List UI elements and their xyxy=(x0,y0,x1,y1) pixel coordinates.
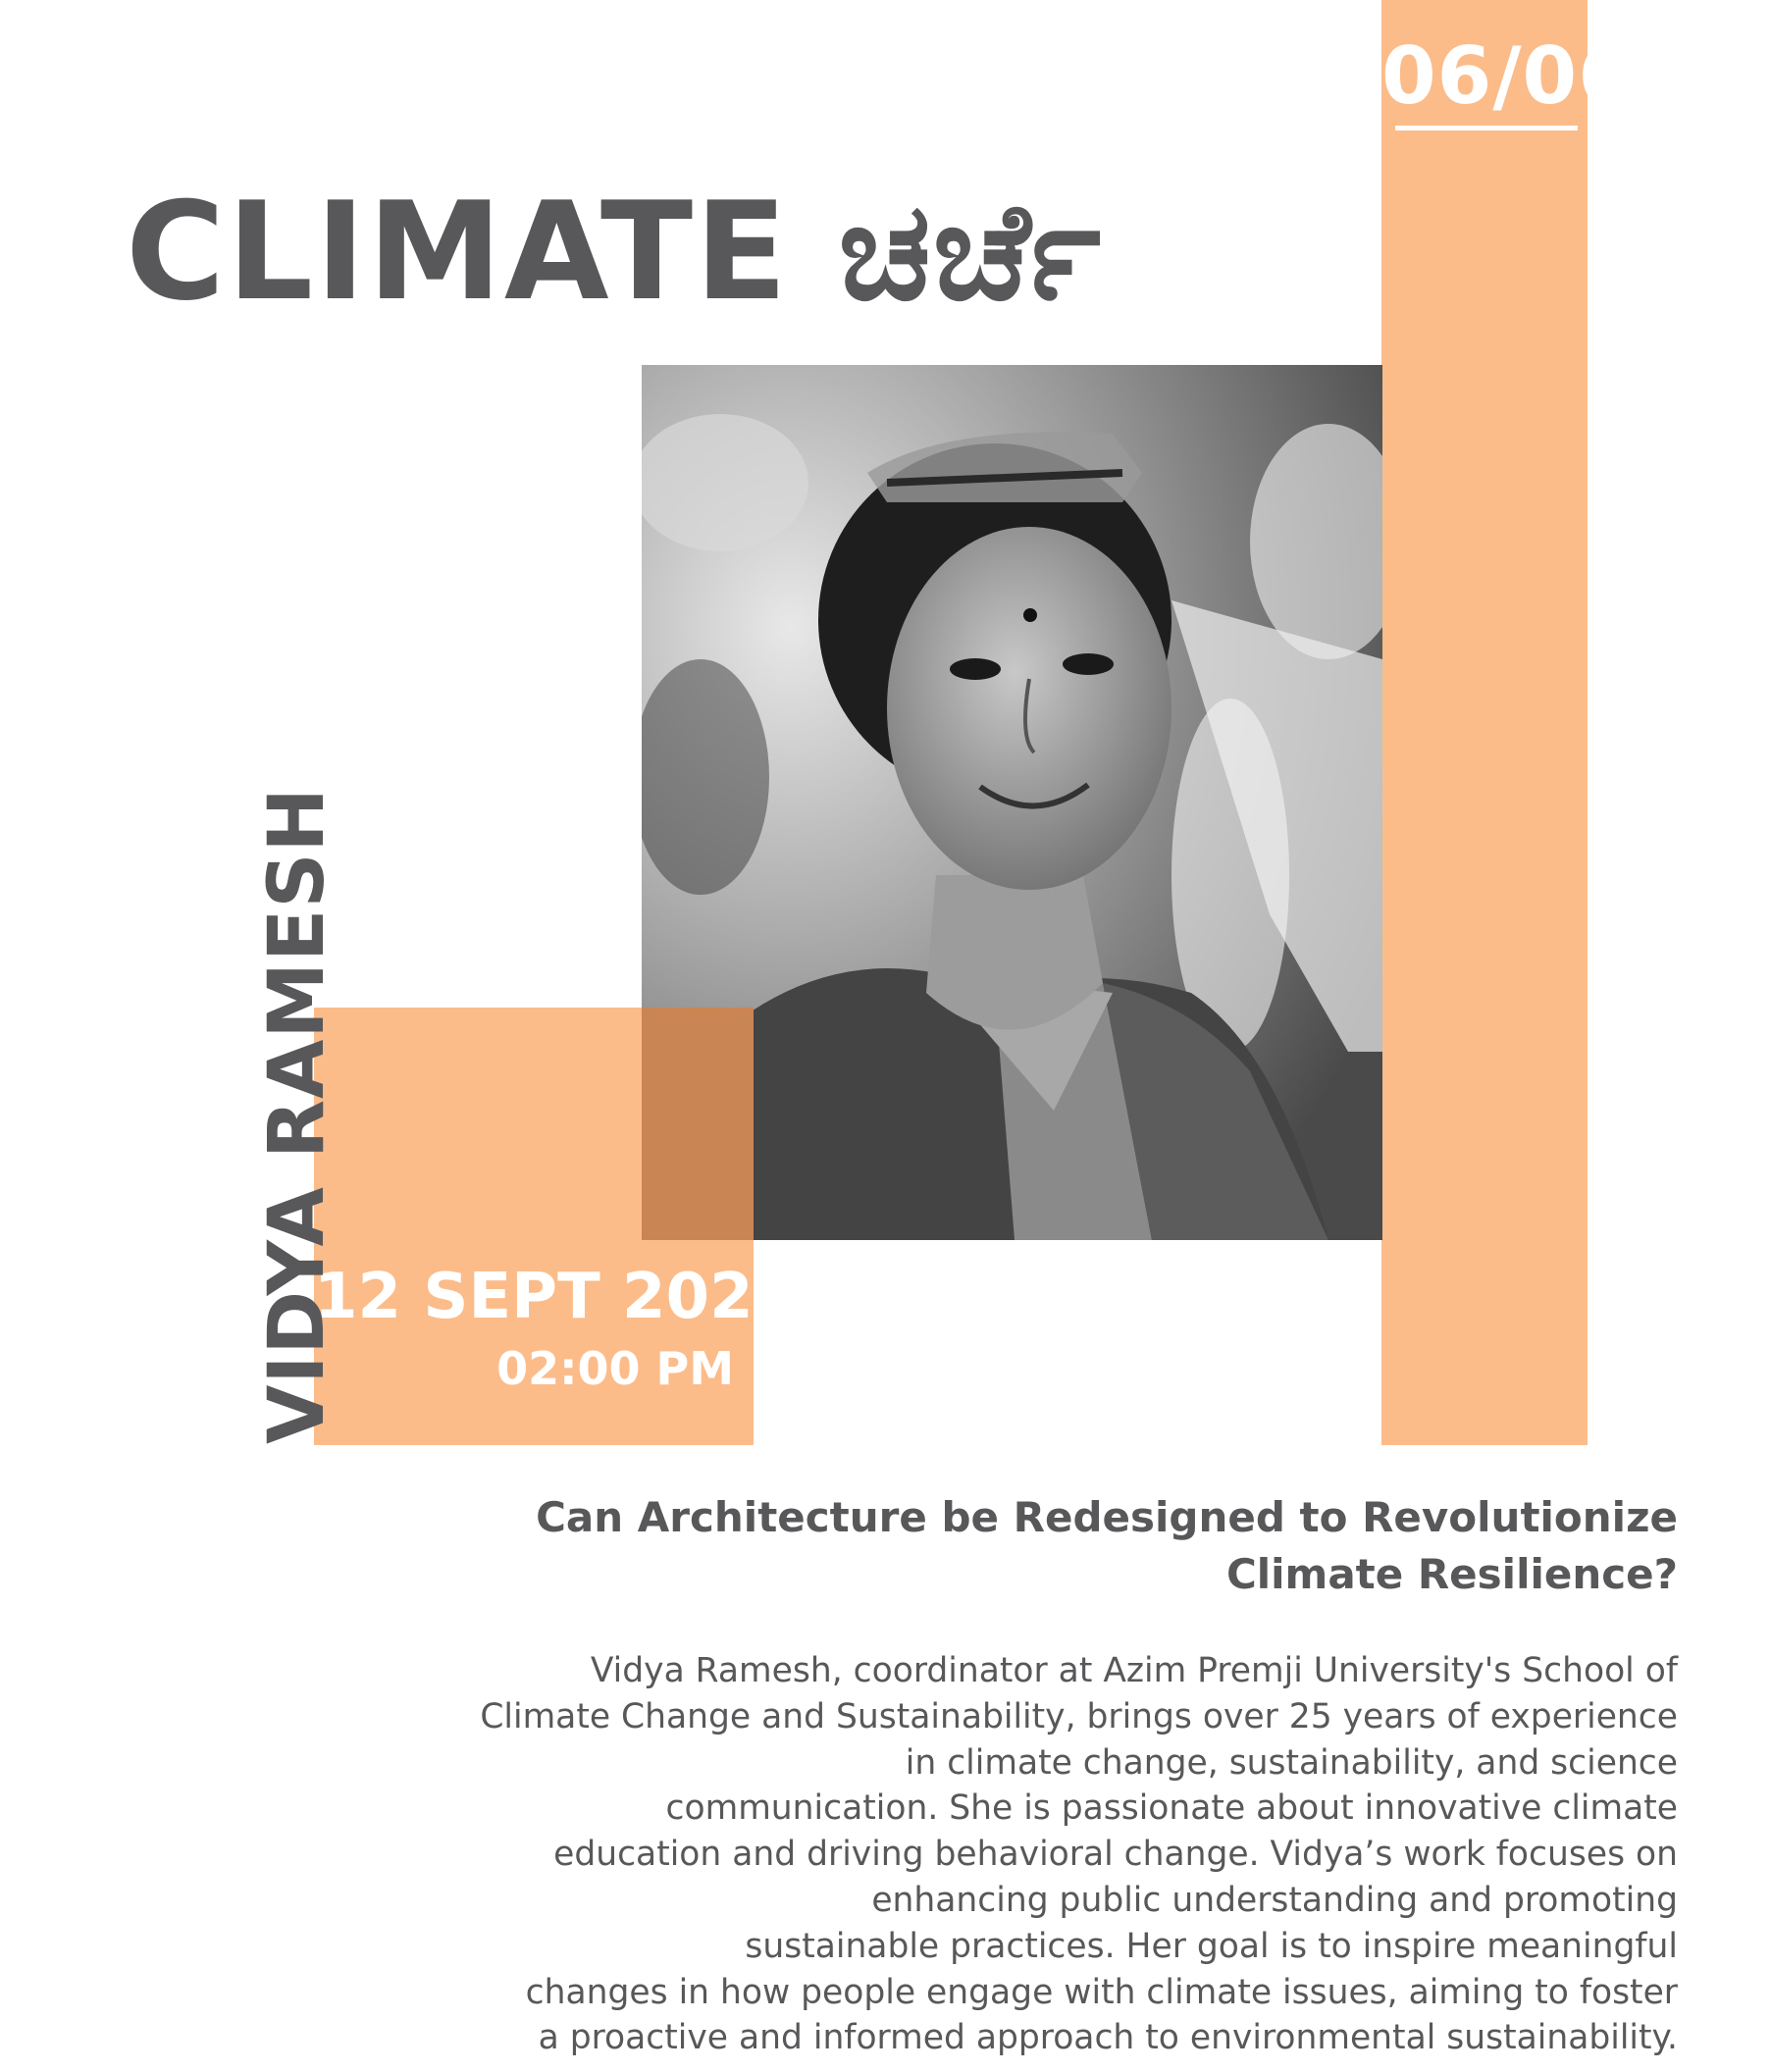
poster-title: CLIMATE ಚರ್ಚೆ xyxy=(126,173,1103,331)
bio-line: a proactive and informed approach to environmental sustainability. xyxy=(538,2018,1678,2058)
bio-line: changes in how people engage with climate issues, aiming to foster xyxy=(525,1972,1678,2012)
event-date: 12 SEPT 2024 xyxy=(314,1261,798,1333)
bio-line: communication. She is passionate about innovative climate xyxy=(665,1788,1678,1829)
bio-line: enhancing public understanding and promoting xyxy=(871,1880,1678,1920)
talk-title-line: Climate Resilience? xyxy=(1225,1550,1678,1598)
speaker-name: VIDYA RAMESH xyxy=(253,787,341,1444)
bio-line: sustainable practices. Her goal is to inspire meaningful xyxy=(745,1926,1678,1966)
bio-line: in climate change, sustainability, and science xyxy=(905,1742,1678,1783)
bio-line: education and driving behavioral change. Vidya’s work focuses on xyxy=(553,1835,1678,1875)
accent-column xyxy=(1381,0,1634,1445)
speaker-bio xyxy=(294,1648,1678,2061)
bio-line: Climate Change and Sustainability, brings over 25 years of experience xyxy=(480,1696,1678,1736)
photo-overlap-shade xyxy=(642,1008,754,1240)
counter-underline xyxy=(1395,126,1578,130)
bio-line: Vidya Ramesh, coordinator at Azim Premji University's School of xyxy=(590,1651,1678,1690)
page-counter: 06/06 xyxy=(1381,30,1634,122)
event-time: 02:00 PM xyxy=(496,1342,734,1395)
talk-title xyxy=(412,1489,1678,1603)
talk-title-line: Can Architecture be Redesigned to Revolutionize xyxy=(536,1493,1678,1541)
